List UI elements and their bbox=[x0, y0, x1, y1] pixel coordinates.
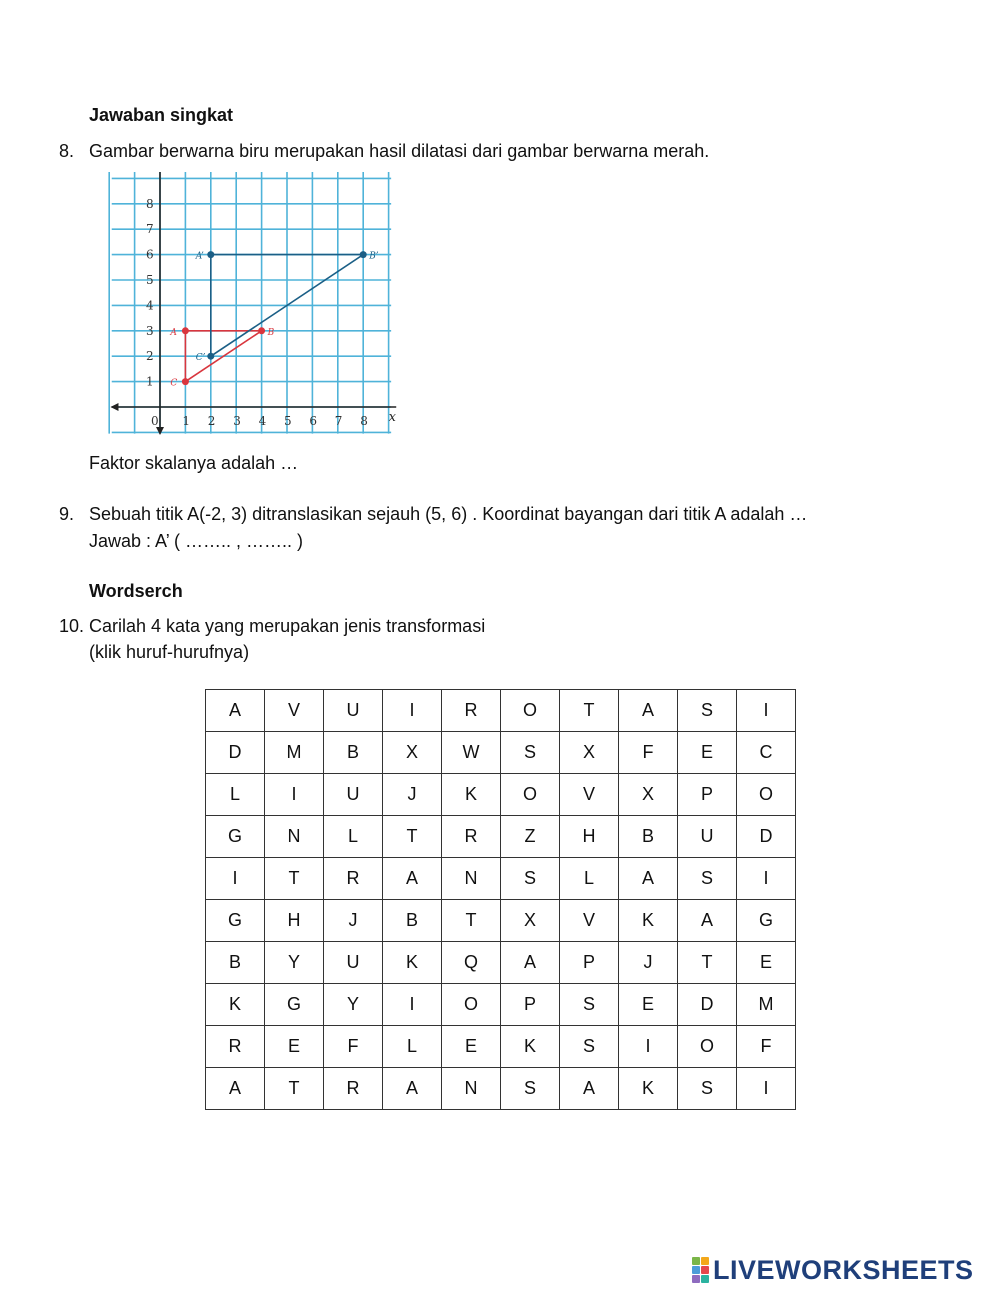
liveworksheets-logo-text: LIVEWORKSHEETS bbox=[713, 1254, 974, 1285]
y-axis-arrow-down bbox=[156, 427, 164, 435]
question-8-number: 8. bbox=[59, 141, 75, 161]
wordsearch-cell[interactable]: R bbox=[206, 1026, 265, 1068]
wordsearch-cell[interactable]: V bbox=[265, 690, 324, 732]
wordsearch-cell[interactable]: V bbox=[560, 900, 619, 942]
wordsearch-cell[interactable]: S bbox=[678, 1068, 737, 1110]
wordsearch-cell[interactable]: R bbox=[324, 858, 383, 900]
wordsearch-cell[interactable]: M bbox=[737, 984, 796, 1026]
liveworksheets-logo-icon bbox=[692, 1257, 709, 1283]
logo-block bbox=[701, 1275, 709, 1283]
y-tick-label: 3 bbox=[146, 323, 154, 338]
x-axis-arrow-left bbox=[110, 403, 118, 411]
wordsearch-row bbox=[206, 858, 796, 900]
x-tick-label: 4 bbox=[258, 414, 267, 428]
graph-tick-labels bbox=[146, 197, 368, 428]
point-biru bbox=[207, 251, 214, 258]
wordsearch-cell[interactable]: K bbox=[501, 1026, 560, 1068]
wordsearch-cell[interactable]: D bbox=[206, 732, 265, 774]
wordsearch-row bbox=[206, 690, 796, 732]
wordsearch-cell[interactable]: B bbox=[619, 816, 678, 858]
wordsearch-cell[interactable]: S bbox=[678, 690, 737, 732]
wordsearch-cell[interactable]: G bbox=[265, 984, 324, 1026]
wordsearch-cell[interactable]: S bbox=[560, 984, 619, 1026]
wordsearch-cell[interactable]: J bbox=[324, 900, 383, 942]
point-label: B bbox=[267, 327, 275, 338]
section-heading-wordsearch: Wordserch bbox=[89, 581, 183, 601]
wordsearch-cell[interactable]: X bbox=[501, 900, 560, 942]
wordsearch-cell[interactable]: A bbox=[619, 858, 678, 900]
logo-block bbox=[701, 1266, 709, 1274]
wordsearch-cell[interactable]: U bbox=[678, 816, 737, 858]
wordsearch-cell[interactable]: F bbox=[619, 732, 678, 774]
wordsearch-cell[interactable]: U bbox=[324, 690, 383, 732]
wordsearch-cell[interactable]: S bbox=[501, 858, 560, 900]
wordsearch-cell[interactable]: K bbox=[619, 1068, 678, 1110]
wordsearch-cell[interactable]: J bbox=[383, 774, 442, 816]
point-label: C bbox=[170, 378, 178, 389]
wordsearch-cell[interactable]: I bbox=[737, 690, 796, 732]
y-tick-label: 1 bbox=[146, 374, 154, 389]
point-merah bbox=[182, 378, 189, 385]
wordsearch-cell[interactable]: A bbox=[678, 900, 737, 942]
wordsearch-cell[interactable]: X bbox=[619, 774, 678, 816]
wordsearch-cell[interactable]: T bbox=[560, 690, 619, 732]
logo-block bbox=[692, 1275, 700, 1283]
section-heading-jawaban-singkat: Jawaban singkat bbox=[89, 105, 234, 125]
wordsearch-cell[interactable]: G bbox=[737, 900, 796, 942]
wordsearch-cell[interactable]: N bbox=[442, 1068, 501, 1110]
x-axis-label: x bbox=[388, 409, 396, 425]
wordsearch-cell[interactable]: A bbox=[501, 942, 560, 984]
wordsearch-cell[interactable]: O bbox=[501, 690, 560, 732]
wordsearch-cell[interactable]: I bbox=[265, 774, 324, 816]
question-9-answer: Jawab : A’ ( …….. , …….. ) bbox=[89, 531, 304, 551]
wordsearch-cell[interactable]: A bbox=[383, 1068, 442, 1110]
question-9-text: Sebuah titik A(-2, 3) ditranslasikan sejauh (5, 6) . Koordinat bayangan dari titik A adalah … bbox=[89, 504, 808, 524]
wordsearch-cell[interactable]: R bbox=[324, 1068, 383, 1110]
x-tick-label: 7 bbox=[334, 414, 343, 428]
y-tick-label: 6 bbox=[146, 247, 154, 262]
wordsearch-cell[interactable]: Z bbox=[501, 816, 560, 858]
wordsearch-cell[interactable]: I bbox=[737, 858, 796, 900]
wordsearch-grid bbox=[205, 689, 796, 1110]
logo-block bbox=[692, 1266, 700, 1274]
wordsearch-cell[interactable]: K bbox=[619, 900, 678, 942]
x-tick-label: 0 bbox=[151, 414, 159, 428]
wordsearch-cell[interactable]: O bbox=[442, 984, 501, 1026]
wordsearch-cell[interactable]: S bbox=[678, 858, 737, 900]
wordsearch-cell[interactable]: I bbox=[383, 690, 442, 732]
wordsearch-cell[interactable]: N bbox=[265, 816, 324, 858]
wordsearch-cell[interactable]: H bbox=[560, 816, 619, 858]
wordsearch-cell[interactable]: O bbox=[501, 774, 560, 816]
wordsearch-cell[interactable]: A bbox=[560, 1068, 619, 1110]
wordsearch-cell[interactable]: A bbox=[383, 858, 442, 900]
wordsearch-cell[interactable]: H bbox=[265, 900, 324, 942]
wordsearch-cell[interactable]: K bbox=[206, 984, 265, 1026]
x-tick-label: 6 bbox=[309, 414, 318, 428]
wordsearch-cell[interactable]: D bbox=[678, 984, 737, 1026]
wordsearch-cell[interactable]: O bbox=[678, 1026, 737, 1068]
wordsearch-cell[interactable]: R bbox=[442, 816, 501, 858]
wordsearch-row bbox=[206, 774, 796, 816]
x-tick-label: 8 bbox=[360, 414, 368, 428]
wordsearch-cell[interactable]: L bbox=[560, 858, 619, 900]
wordsearch-cell[interactable]: Y bbox=[265, 942, 324, 984]
wordsearch-row bbox=[206, 942, 796, 984]
logo-block bbox=[701, 1257, 709, 1265]
y-tick-label: 7 bbox=[146, 222, 154, 237]
wordsearch-cell[interactable]: D bbox=[737, 816, 796, 858]
wordsearch-cell[interactable]: E bbox=[678, 732, 737, 774]
wordsearch-cell[interactable]: I bbox=[383, 984, 442, 1026]
wordsearch-cell[interactable]: I bbox=[619, 1026, 678, 1068]
question-9-number: 9. bbox=[59, 504, 75, 524]
wordsearch-cell[interactable]: A bbox=[619, 690, 678, 732]
question-10-hint: (klik huruf-hurufnya) bbox=[89, 642, 250, 662]
point-label: A bbox=[170, 327, 177, 338]
wordsearch-cell[interactable]: P bbox=[678, 774, 737, 816]
wordsearch-cell[interactable]: T bbox=[678, 942, 737, 984]
question-10-number: 10. bbox=[59, 616, 85, 636]
wordsearch-cell[interactable]: S bbox=[501, 1068, 560, 1110]
wordsearch-cell[interactable]: S bbox=[560, 1026, 619, 1068]
logo-block bbox=[692, 1257, 700, 1265]
wordsearch-cell[interactable]: C bbox=[737, 732, 796, 774]
wordsearch-cell[interactable]: L bbox=[324, 816, 383, 858]
y-tick-label: 4 bbox=[146, 298, 154, 313]
x-tick-label: 5 bbox=[284, 414, 292, 428]
wordsearch-cell[interactable]: L bbox=[206, 774, 265, 816]
point-merah bbox=[258, 327, 265, 334]
dilation-graph bbox=[104, 172, 400, 438]
wordsearch-cell[interactable]: I bbox=[737, 1068, 796, 1110]
wordsearch-cell[interactable]: E bbox=[442, 1026, 501, 1068]
wordsearch-row bbox=[206, 984, 796, 1026]
point-label: C’ bbox=[195, 353, 206, 364]
wordsearch-cell[interactable]: E bbox=[619, 984, 678, 1026]
wordsearch-cell[interactable]: W bbox=[442, 732, 501, 774]
wordsearch-cell[interactable]: B bbox=[383, 900, 442, 942]
wordsearch-row bbox=[206, 1068, 796, 1110]
graph-series bbox=[169, 251, 378, 389]
x-tick-label: 1 bbox=[182, 414, 191, 428]
wordsearch-cell[interactable]: K bbox=[383, 942, 442, 984]
wordsearch-cell[interactable]: F bbox=[324, 1026, 383, 1068]
wordsearch-cell[interactable]: T bbox=[265, 858, 324, 900]
wordsearch-cell[interactable]: F bbox=[737, 1026, 796, 1068]
wordsearch-cell[interactable]: T bbox=[442, 900, 501, 942]
wordsearch-cell[interactable]: Q bbox=[442, 942, 501, 984]
wordsearch-cell[interactable]: B bbox=[206, 942, 265, 984]
wordsearch-row bbox=[206, 732, 796, 774]
wordsearch-cell[interactable]: T bbox=[383, 816, 442, 858]
x-tick-label: 2 bbox=[207, 414, 216, 428]
point-label: B’ bbox=[369, 251, 379, 262]
wordsearch-cell[interactable]: P bbox=[560, 942, 619, 984]
wordsearch-cell[interactable]: A bbox=[206, 690, 265, 732]
wordsearch-cell[interactable]: G bbox=[206, 900, 265, 942]
point-biru bbox=[360, 251, 367, 258]
wordsearch-cell[interactable]: O bbox=[737, 774, 796, 816]
liveworksheets-logo[interactable] bbox=[692, 1256, 974, 1284]
question-10-text: Carilah 4 kata yang merupakan jenis transformasi bbox=[89, 616, 486, 636]
wordsearch-cell[interactable]: L bbox=[383, 1026, 442, 1068]
wordsearch-row bbox=[206, 900, 796, 942]
wordsearch-cell[interactable]: T bbox=[265, 1068, 324, 1110]
wordsearch-cell[interactable]: X bbox=[383, 732, 442, 774]
wordsearch-cell[interactable]: S bbox=[501, 732, 560, 774]
y-tick-label: 8 bbox=[146, 196, 154, 211]
wordsearch-cell[interactable]: I bbox=[206, 858, 265, 900]
wordsearch-row bbox=[206, 816, 796, 858]
wordsearch-cell[interactable]: E bbox=[265, 1026, 324, 1068]
y-tick-label: 5 bbox=[146, 273, 154, 287]
wordsearch-cell[interactable]: M bbox=[265, 732, 324, 774]
wordsearch-row bbox=[206, 1026, 796, 1068]
wordsearch-cell[interactable]: V bbox=[560, 774, 619, 816]
point-biru bbox=[207, 353, 214, 360]
wordsearch-cell[interactable]: G bbox=[206, 816, 265, 858]
wordsearch-cell[interactable]: Y bbox=[324, 984, 383, 1026]
wordsearch-cell[interactable]: E bbox=[737, 942, 796, 984]
x-tick-label: 3 bbox=[233, 414, 241, 428]
wordsearch-cell[interactable]: U bbox=[324, 774, 383, 816]
question-8-answer-prompt: Faktor skalanya adalah … bbox=[89, 453, 299, 473]
question-8-text: Gambar berwarna biru merupakan hasil dilatasi dari gambar berwarna merah. bbox=[89, 141, 710, 161]
wordsearch-cell[interactable]: N bbox=[442, 858, 501, 900]
wordsearch-cell[interactable]: U bbox=[324, 942, 383, 984]
wordsearch-cell[interactable]: A bbox=[206, 1068, 265, 1110]
wordsearch-cell[interactable]: P bbox=[501, 984, 560, 1026]
wordsearch-cell[interactable]: K bbox=[442, 774, 501, 816]
point-label: A’ bbox=[195, 251, 204, 262]
wordsearch-cell[interactable]: R bbox=[442, 690, 501, 732]
wordsearch-cell[interactable]: J bbox=[619, 942, 678, 984]
wordsearch-cell[interactable]: B bbox=[324, 732, 383, 774]
wordsearch-cell[interactable]: X bbox=[560, 732, 619, 774]
y-tick-label: 2 bbox=[146, 349, 154, 364]
point-merah bbox=[182, 327, 189, 334]
